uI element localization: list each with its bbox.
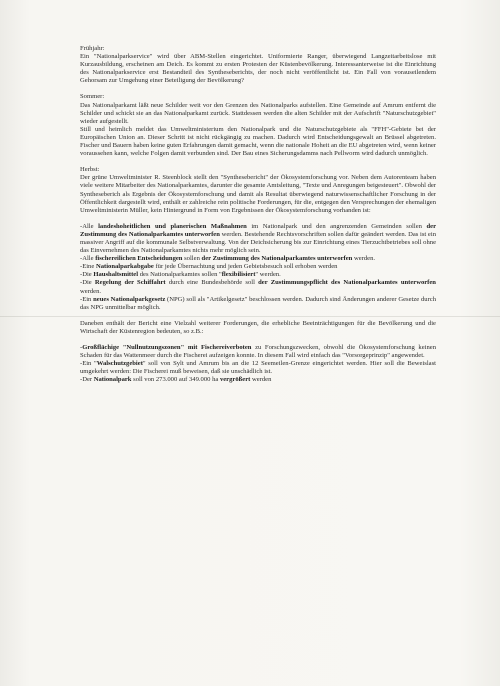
list-bold-text: flexibilisiert xyxy=(221,271,256,279)
list-bold-text: Walschutzgebiet xyxy=(96,360,143,368)
list-bold-text: der Zustimmungspflicht des Nationalparkamtes unterworfen xyxy=(258,279,436,287)
list-text: für jede Übernachtung und jeden Gebietsbesuch soll erhoben werden xyxy=(153,263,338,271)
list-text: -Ein " xyxy=(80,360,97,368)
list-text: -Eine xyxy=(80,263,96,271)
list-text: werden xyxy=(250,376,272,384)
list-text: sollen xyxy=(182,255,202,263)
list-item-planerische-massnahmen xyxy=(80,223,436,255)
paragraph-fruehjahr: Ein "Nationalparkservice" wird über ABM-Stellen eingerichtet. Uniformierte Ranger, überwiegend Langzeitarbeitslose mit Kurzausbildung, erscheinen am Deich. Es kommt zu ersten Protesten der Küstenbevölkerung. Interessanterweise ist die Einrichtung des Nationalparkservice erst Bestandteil des Syntheseberichts, der noch nicht veröffentlicht ist. Ein Fall von vorauseilendem Gehorsam zur Umgehung einer Beteiligung der Bevölkerung? xyxy=(80,53,436,85)
list-bold-text: landeshoheitlichen und planerischen Maßnahmen xyxy=(98,222,247,230)
list-text: -Die xyxy=(80,271,94,279)
list-bold-text: Regelung der Schiffahrt xyxy=(94,279,166,287)
section-heading-fruehjahr: Frühjahr: xyxy=(80,45,105,52)
list-bold-text: der Zustimmung des Nationalparkamtes unterworfen xyxy=(201,255,353,263)
paragraph-sommer-2: Still und heimlich meldet das Umweltministerium den Nationalpark und die Naturschutzgebiete als "FFH"-Gebiete bei der Europäischen Union an. Dieser Schritt ist nicht rückgängig zu machen. Dadurch wird Entscheidungsgewalt an Brüssel abgetreten. Fischer und Bauern haben keine guten Erfahrungen damit gemacht, wenn die nationale Hoheit an die EU abgetreten wird, wenn keiner voraussehen kann, welche Folgen damit verbunden sind. Der Bau eines Sicherungsdamms nach Pellworm wird dadurch unmöglich. xyxy=(80,125,436,158)
list-text: soll von 273.000 auf 349.000 ha xyxy=(131,376,220,384)
list-bold-text: vergrößert xyxy=(219,376,251,384)
list-item-nationalparkgesetz xyxy=(80,296,436,312)
document-body xyxy=(80,45,436,384)
list-text: " soll von Sylt und Amrum bis an die 12 Seemeilen-Grenze eingerichtet werden. Hier soll die Beweislast umgekehrt werden: Die Fischerei muß beweisen, daß sie unschädlich ist. xyxy=(80,360,436,376)
list-item-fischerei xyxy=(80,255,436,263)
paragraph-sommer-1: Das Nationalparkamt läßt neue Schilder weit vor den Grenzen des Nationalparks aufstellen. Eine Gemeinde auf Amrum entfernt die Schilder und schickt sie an das Nationalparkamt zurück. Stattdessen werden die alten Schilder mit der Aufschrift "Naturschutzgebiet" wieder aufgestellt. xyxy=(80,101,436,125)
list-text: - xyxy=(80,344,83,351)
list-text: -Die xyxy=(80,279,95,287)
list-item-nationalparkabgabe xyxy=(80,263,436,271)
list-bold-text: Großflächige "Nullnutzungszonen" mit Fischereiverboten xyxy=(82,344,252,351)
list-text: -Alle xyxy=(80,255,96,263)
list-text: -Ein xyxy=(80,295,94,303)
paragraph-daneben: Daneben enthält der Bericht eine Vielzahl weiterer Forderungen, die erhebliche Beeinträchtigungen für die Bevölkerung und die Wirtschaft der Küstenregion bedeuten, so z.B.: xyxy=(80,319,436,335)
list-text: werden. Bestehende Rechtsvorschriften sollen dafür geändert werden. Das ist ein massiver Angriff auf die kommunale Selbstverwaltung. Von der Deichsicherung bis zur Einrichtung eines Tierzuchtbetriebes soll ohne das Einvernehmen des Nationalparkamtes nichts mehr möglich sein. xyxy=(80,230,436,255)
list-text: werden. xyxy=(80,287,102,295)
list-item-walschutzgebiet xyxy=(80,360,436,376)
list-bold-text: neues Nationalparkgesetz xyxy=(93,295,166,303)
list-bold-text: Nationalparkabgabe xyxy=(95,263,154,271)
list-item-nationalpark-vergroesserung xyxy=(80,376,436,384)
section-heading-sommer: Sommer: xyxy=(80,93,105,101)
list-text: (NPG) soll als "Artikelgesetz" beschlossen werden. Dadurch sind Änderungen anderer Gesetze durch das NPG unmittelbar möglich. xyxy=(80,295,436,311)
list-text: des Nationalparkamtes sollen " xyxy=(138,271,222,279)
section-heading-herbst: Herbst: xyxy=(80,166,100,174)
list-item-schiffahrt xyxy=(80,279,436,295)
paragraph-herbst: Der grüne Umweltminister R. Steenblock stellt den "Synthesebericht" der Ökosystemforschung vor. Neben dem Autorenteam haben viele weitere Mitarbeiter des Nationalparkamtes, darunter die gesamte Amtsleitung, "Texte und Anregungen beigesteuert". Obwohl der Syntheseberich als Ergebnis der Ökosystemforschung und damit als Resultat überwiegend naturwissenschaftlicher Forschung in der Öffentlichkeit dargestellt wird, enthält er zahlreiche rein politische Forderungen, für die, entgegen den Versprechungen der ehemaligen Umweltministerin Müller, kein Hintergrund in Form von Ergebnissen der Ökosystemforschung vorhanden ist: xyxy=(80,174,436,214)
list-text: -Alle xyxy=(80,222,99,230)
list-text: " werden. xyxy=(255,271,281,279)
list-bold-text: Nationalpark xyxy=(93,376,132,384)
list-item-nullnutzungszonen xyxy=(80,344,436,360)
list-text: -Der xyxy=(80,376,94,384)
list-text: im Nationalpark und den angrenzenden Gemeinden sollen xyxy=(246,222,427,230)
list-bold-text: fischereilichen Entscheidungen xyxy=(95,255,183,263)
list-bold-text: der Zustimmung des Nationalparkamtes unterworfen xyxy=(80,222,436,238)
list-item-haushaltsmittel xyxy=(80,271,436,279)
list-text: durch eine Bundesbehörde soll xyxy=(165,279,259,287)
list-text: werden. xyxy=(352,255,376,263)
list-bold-text: Haushaltsmittel xyxy=(93,271,139,279)
list-text: zu Forschungszwecken, obwohl die Ökosystemforschung keinen Schaden für das Wattenmeer durch die Fischerei aufzeigen konnte. In diesem Fall wird einfach das "Vorsorgeprinzip" angewendet. xyxy=(80,344,437,360)
